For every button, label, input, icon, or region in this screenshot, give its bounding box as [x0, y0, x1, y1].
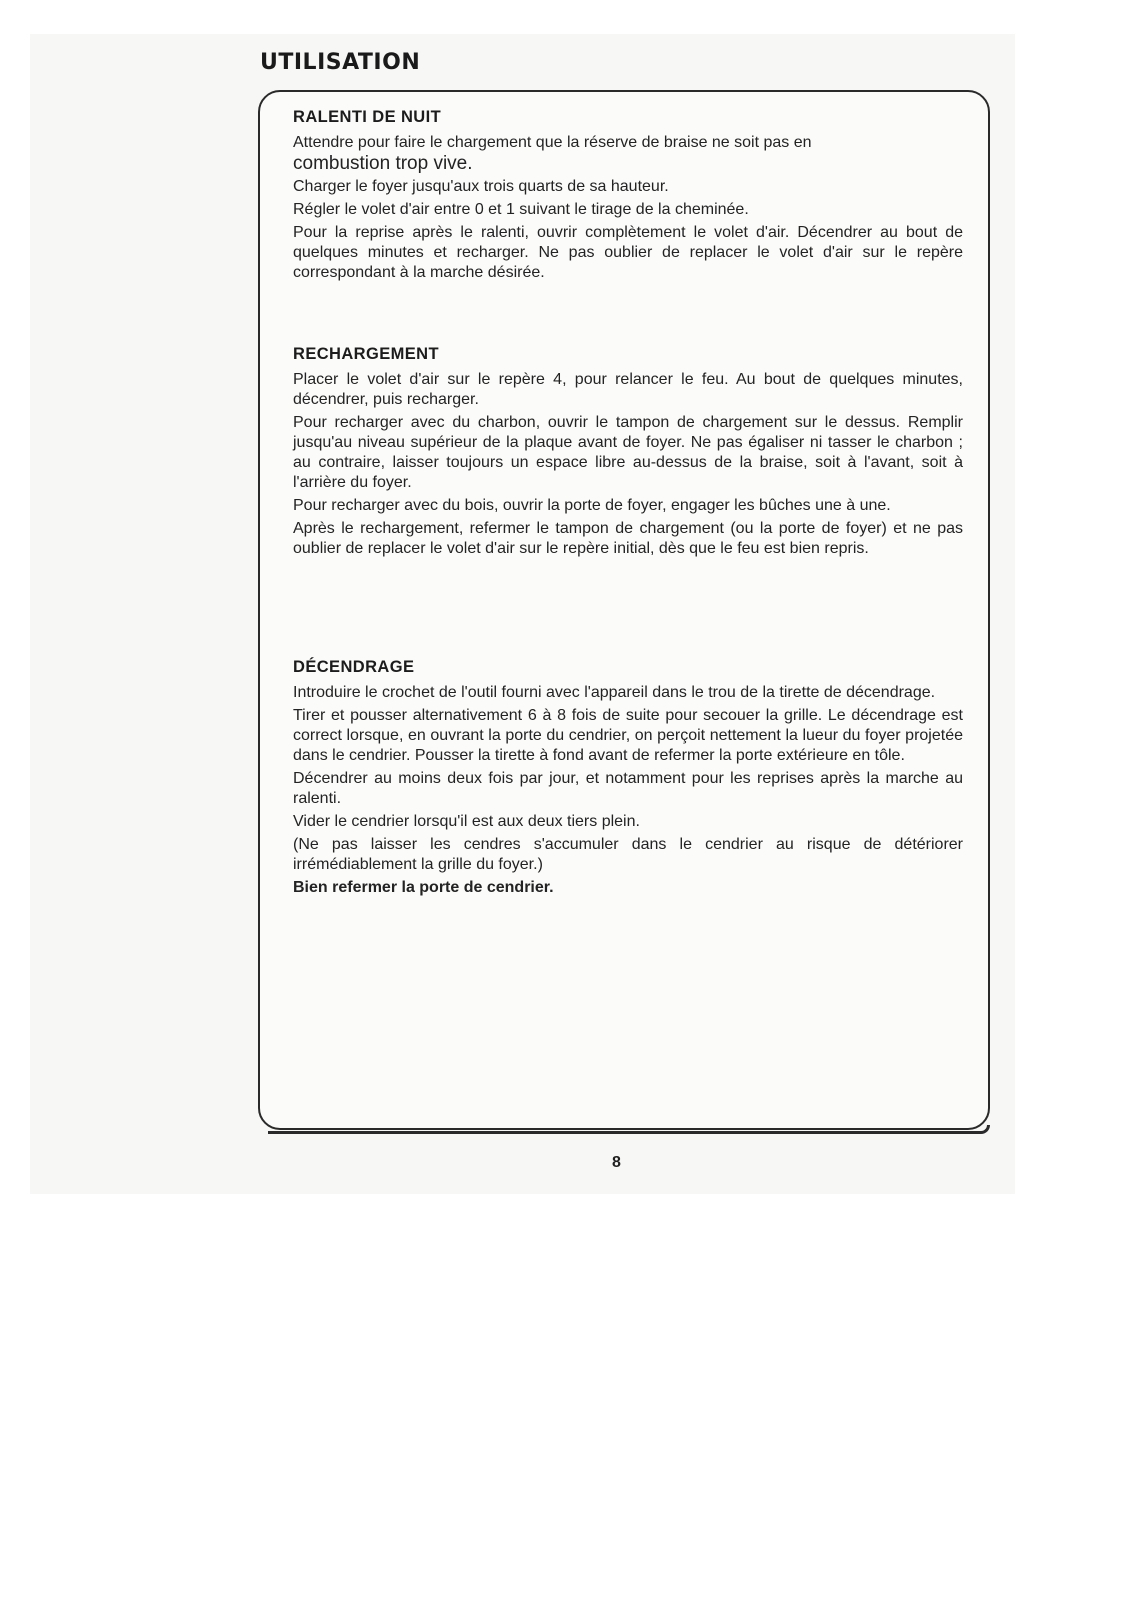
paragraph: Vider le cendrier lorsqu'il est aux deux tiers plein.	[293, 813, 640, 830]
paragraph: Attendre pour faire le chargement que la réserve de braise ne soit pas en	[293, 134, 812, 151]
paragraph: Pour recharger avec du bois, ouvrir la porte de foyer, engager les bûches une à une.	[293, 497, 891, 514]
page-number: 8	[612, 1154, 621, 1171]
paragraph: Régler le volet d'air entre 0 et 1 suivant le tirage de la cheminée.	[293, 201, 749, 218]
paragraph: Décendrer au moins deux fois par jour, et notamment pour les reprises après la marche au ralenti.	[293, 770, 963, 807]
paragraph: Introduire le crochet de l'outil fourni avec l'appareil dans le trou de la tirette de décendrage.	[293, 684, 936, 701]
section-ralenti-de-nuit	[293, 108, 963, 286]
paragraph: combustion trop vive.	[293, 153, 473, 174]
paragraph: (Ne pas laisser les cendres s'accumuler dans le cendrier au risque de détériorer irrémédiablement la grille du foyer.)	[293, 836, 963, 873]
section-title: RALENTI DE NUIT	[293, 108, 442, 126]
section-decendrage	[293, 658, 963, 901]
paragraph-emphasis: Bien refermer la porte de cendrier.	[293, 879, 554, 896]
section-title: DÉCENDRAGE	[293, 658, 415, 676]
paragraph: Tirer et pousser alternativement 6 à 8 fois de suite pour secouer la grille. Le décendrage est correct lorsque, en ouvrant la porte du cendrier, on perçoit nettement la lueur du foyer projetée dans le cendrier. Pousser la tirette à fond avant de refermer la porte extérieure en tôle.	[293, 707, 963, 764]
paragraph: Pour la reprise après le ralenti, ouvrir complètement le volet d'air. Décendrer au bout de quelques minutes et recharger. Ne pas oublier de replacer le volet d'air sur le repère correspondant à la marche désirée.	[293, 224, 963, 281]
paragraph: Placer le volet d'air sur le repère 4, pour relancer le feu. Au bout de quelques minutes, décendrer, puis recharger.	[293, 371, 963, 408]
section-rechargement	[293, 345, 963, 562]
page-heading: UTILISATION	[260, 50, 421, 75]
section-title: RECHARGEMENT	[293, 345, 439, 363]
paragraph: Après le rechargement, refermer le tampon de chargement (ou la porte de foyer) et ne pas oublier de replacer le volet d'air sur le repère initial, dès que le feu est bien repris.	[293, 520, 963, 557]
paragraph: Charger le foyer jusqu'aux trois quarts de sa hauteur.	[293, 178, 669, 195]
paragraph: Pour recharger avec du charbon, ouvrir le tampon de chargement sur le dessus. Remplir jusqu'au niveau supérieur de la plaque avant de foyer. Ne pas égaliser ni tasser le charbon ; au contraire, laisser toujours un espace libre au-dessus de la braise, soit à l'avant, soit à l'arrière du foyer.	[293, 414, 963, 491]
